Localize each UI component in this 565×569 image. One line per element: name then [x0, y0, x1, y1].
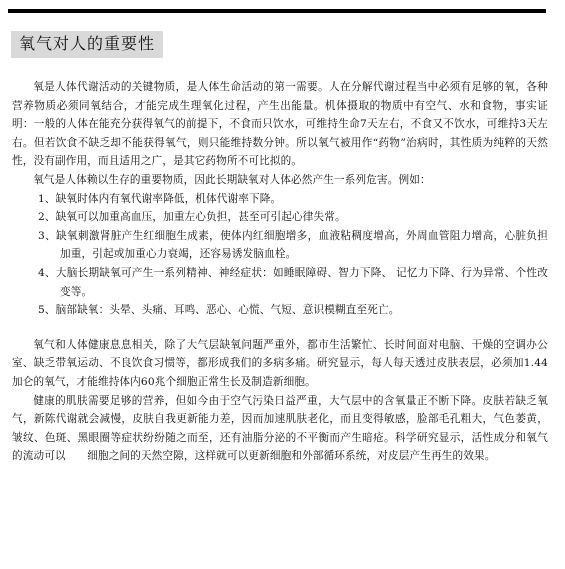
- list-item: [12, 264, 548, 301]
- list-item-number: 1、: [38, 192, 56, 205]
- list-item-text: 缺氧时体内有氧代谢率降低，机体代谢率下降。: [55, 192, 282, 205]
- list-item: [12, 227, 548, 264]
- paragraph-intro: 氧是人体代谢活动的关键物质，是人体生命活动的第一需要。人在分解代谢过程当中必须有足够的氧，各种营养物质必须同氧结合，才能完成生理氧化过程，产生出能量。机体摄取的物质中有空气、水和食物，事实证明：一般的人体在能充分获得氧气的前提下，不食而只饮水，可维持生命7天左右，不食又不饮水，可维持3天左右。但若饮食不缺乏却不能获得氧气，则只能维持数分钟。所以氧气被用作“药物”治病时，其性质为纯粹的天然性，没有副作用，而且适用之广，是其它药物所不可比拟的。: [12, 81, 548, 168]
- list-item: [12, 301, 548, 320]
- paragraph-hazards-intro: 氧气是人体赖以生存的重要物质，因此长期缺氧对人体必然产生一系列危害。例如：: [33, 173, 431, 186]
- list-item-number: 5、: [38, 304, 56, 317]
- hazard-list: [12, 190, 548, 320]
- article-body: [12, 78, 548, 466]
- list-item: [12, 190, 548, 209]
- list-item-text: 缺氧可以加重高血压，加重左心负担，甚至可引起心律失常。: [55, 211, 346, 224]
- list-item-text: 脑部缺氧：头晕、头痛、耳鸣、恶心、心慌、气短、意识模糊直至死亡。: [55, 304, 400, 317]
- list-item: [12, 208, 548, 227]
- top-rule: [8, 9, 546, 13]
- paragraph-gap: [12, 320, 548, 336]
- page-title: 氧气对人的重要性: [11, 31, 163, 58]
- list-item-text: 大脑长期缺氧可产生一系列精神、神经症状：如睡眠障碍、智力下降、 记忆力下降、行为异常、个性改变等。: [55, 266, 549, 298]
- list-item-number: 3、: [38, 229, 57, 242]
- list-item-number: 2、: [38, 211, 56, 224]
- paragraph-health: 氧气和人体健康息息相关，除了大气层缺氧问题严重外，都市生活繁忙、长时间面对电脑、干燥的空调办公室、缺乏带氧运动、不良饮食习惯等，都形成我们的多病多痛。研究显示，每人每天透过皮肤表层，必须加1.44加仑的氧气，才能维持体内60兆个细胞正常生长及制造新细胞。: [12, 338, 548, 388]
- list-item-number: 4、: [38, 266, 56, 279]
- paragraph-skin: 健康的肌肤需要足够的营养，但如今由于空气污染日益严重，大气层中的含氧量正不断下降。皮肤若缺乏氧气，新陈代谢就会减慢，皮肤自我更新能力差，因而加速肌肤老化，而且变得敏感，脸部毛孔粗大，气色萎黄，皱纹、色斑、黑眼圈等症状纷纷随之而至，还有油脂分泌的不平衡而产生暗疮。科学研究显示，活性成分和氧气的流动可以 细胞之间的天然空隙，这样就可以更新细胞和外部循环系统，对皮层产生再生的效果。: [12, 394, 548, 463]
- list-item-text: 缺氧刺激肾脏产生红细胞生成素，使体内红细胞增多，血液粘稠度增高，外周血管阻力增高，心脏负担加重，引起或加重心力衰竭，还容易诱发脑血栓。: [56, 229, 548, 261]
